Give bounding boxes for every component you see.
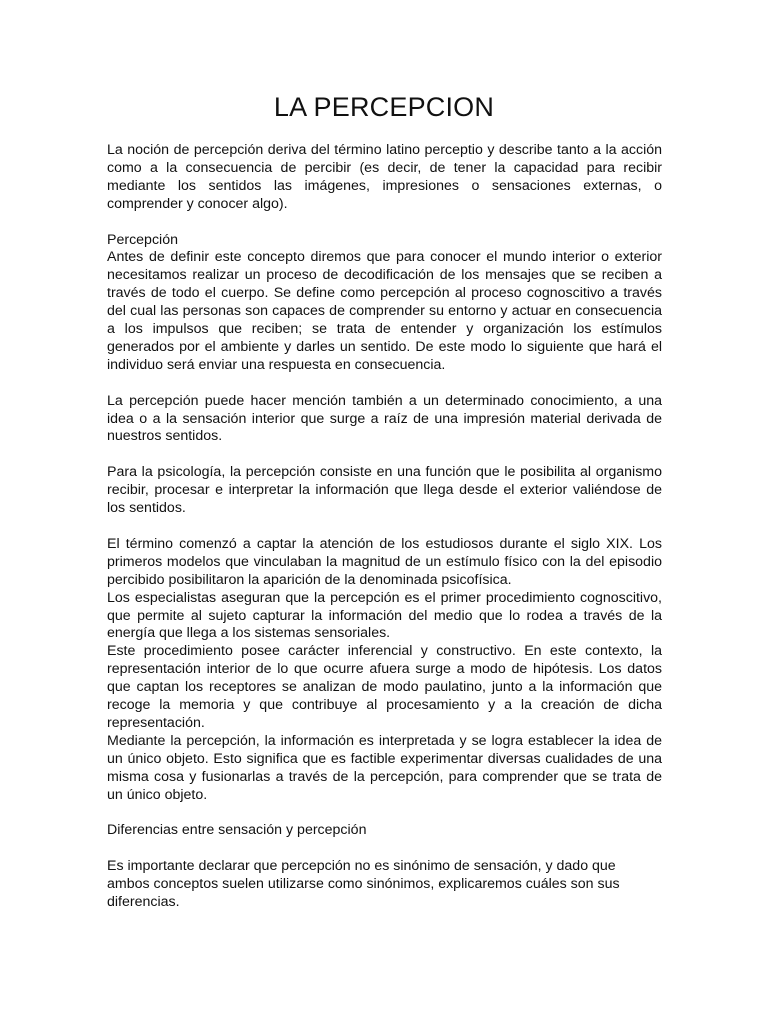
paragraph-knowledge: La percepción puede hacer mención también a un determinado conocimiento, a una idea o a la sensación interior que surge a raíz de una impresión material derivada de nuestros sentidos. bbox=[107, 392, 662, 445]
paragraph-history: El término comenzó a captar la atención de los estudiosos durante el siglo XIX. Los primeros modelos que vinculaban la magnitud de un estímulo físico con la del episodio percibido posibilitaron la aparición de la denominada psicofísica. bbox=[107, 535, 662, 588]
paragraph-gap bbox=[107, 804, 662, 822]
document-body bbox=[107, 142, 662, 912]
paragraph-procedure: Este procedimiento posee carácter inferencial y constructivo. En este contexto, la representación interior de lo que ocurre afuera surge a modo de hipótesis. Los datos que captan los receptores se analizan de modo paulatino, junto a la información que recoge la memoria y que contribuye al procesamiento y a la creación de dicha representación. bbox=[107, 643, 662, 731]
paragraph-interpretation: Mediante la percepción, la información es interpretada y se logra establecer la idea de un único objeto. Esto significa que es factible experimentar diversas cualidades de una misma cosa y fusionarlas a través de la percepción, para comprender que se trata de un único objeto. bbox=[107, 732, 662, 803]
paragraph-gap bbox=[107, 840, 662, 858]
paragraph-specialists: Los especialistas aseguran que la percepción es el primer procedimiento cognoscitivo, que permite al sujeto capturar la información del medio que lo rodea a través de la energía que llega a los sistemas sensoriales. bbox=[107, 589, 662, 642]
paragraph-definition: Antes de definir este concepto diremos que para conocer el mundo interior o exterior necesitamos realizar un proceso de decodificación de los mensajes que se reciben a través de todo el cuerpo. Se define como percepción al proceso cognoscitivo a través del cual las personas son capaces de comprender su entorno y actuar en consecuencia a los impulsos que reciben; se trata de entender y organización los estímulos generados por el ambiente y darles un sentido. De este modo lo siguiente que hará el individuo será enviar una respuesta en consecuencia. bbox=[107, 249, 662, 373]
paragraph-psychology: Para la psicología, la percepción consiste en una función que le posibilita al organismo recibir, procesar e interpretar la información que llega desde el exterior valiéndose de los sentidos. bbox=[107, 464, 662, 517]
paragraph-gap bbox=[107, 214, 662, 232]
section-heading-differences: Diferencias entre sensación y percepción bbox=[107, 822, 367, 839]
paragraph-gap bbox=[107, 375, 662, 393]
paragraph-differences: Es importante declarar que percepción no es sinónimo de sensación, y dado que ambos conceptos suelen utilizarse como sinónimos, explicaremos cuáles son sus diferencias. bbox=[107, 858, 620, 910]
paragraph-gap bbox=[107, 518, 662, 536]
paragraph-intro: La noción de percepción deriva del término latino perceptio y describe tanto a la acción como a la consecuencia de percibir (es decir, de tener la capacidad para recibir mediante los sentidos las imágenes, impresiones o sensaciones externas, o comprender y conocer algo). bbox=[107, 142, 662, 212]
document-title: LA PERCEPCION bbox=[273, 92, 495, 122]
section-heading-percepcion: Percepción bbox=[107, 231, 178, 248]
paragraph-gap bbox=[107, 446, 662, 464]
